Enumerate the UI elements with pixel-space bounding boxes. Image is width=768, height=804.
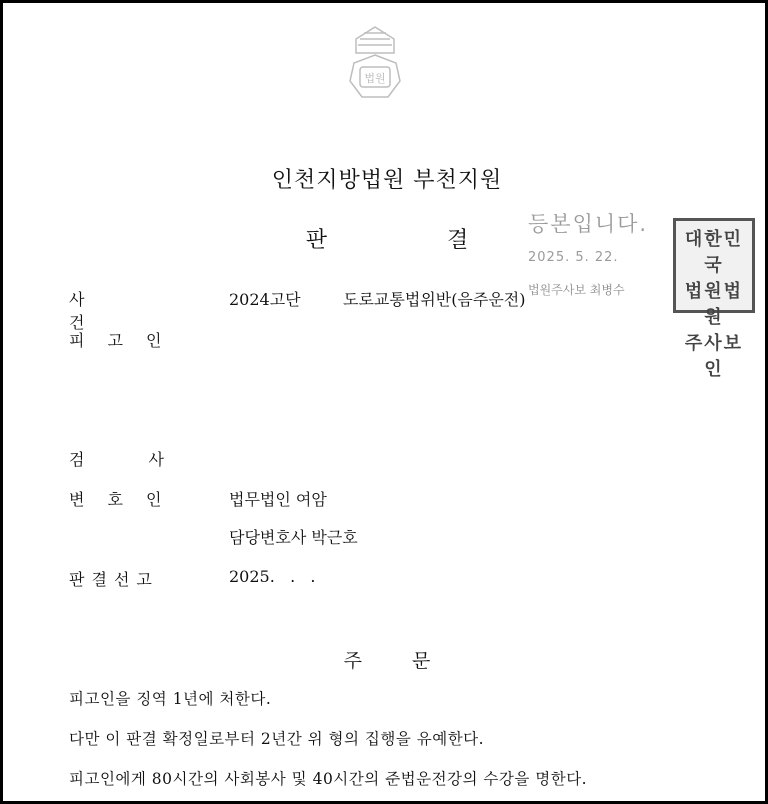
- title-char: 주: [343, 650, 362, 672]
- court-clerk-name: 법원주사보 최병수: [528, 283, 625, 297]
- label-char: 인: [145, 331, 162, 350]
- title-char: 결: [447, 228, 469, 253]
- case-label: [69, 287, 159, 333]
- certified-copy-text: 등본입니다.: [528, 212, 649, 236]
- court-emblem-icon: [344, 23, 406, 105]
- seal-line: 대한민국: [684, 229, 744, 276]
- judgment-date: 2025. . .: [229, 567, 316, 586]
- label-char: 고: [107, 331, 123, 350]
- case-charge: 도로교통법위반(음주운전): [343, 290, 526, 309]
- counsel-label: [69, 487, 161, 510]
- label-char: 판: [69, 570, 85, 589]
- holding-line: 다만 이 판결 확정일로부터 2년간 위 형의 집행을 유예한다.: [69, 730, 485, 748]
- label-char: 피: [69, 331, 85, 350]
- seal-line: 주사보인: [684, 333, 744, 380]
- case-number: 2024고단: [229, 290, 301, 309]
- label-char: 결: [91, 570, 107, 589]
- label-char: 변: [69, 490, 85, 509]
- judgment-date-label: [69, 567, 152, 590]
- counsel-firm: 법무법인 여암: [229, 490, 327, 509]
- holding-line: 피고인을 징역 1년에 처한다.: [69, 690, 272, 708]
- label-char: 고: [136, 570, 152, 589]
- seal-line: 법원법원: [684, 281, 744, 328]
- certified-copy-date: 2025. 5. 22.: [528, 250, 619, 265]
- label-char: 사: [69, 290, 85, 309]
- title-char: 문: [412, 650, 431, 672]
- official-seal: [673, 218, 755, 380]
- holding-title: [3, 646, 768, 673]
- holding-line: 피고인에게 80시간의 사회봉사 및 40시간의 준법운전강의 수강을 명한다.: [69, 770, 588, 788]
- document-title: [3, 223, 768, 254]
- defendant-label: [69, 328, 161, 351]
- label-char: 선: [113, 570, 130, 589]
- court-name: 인천지방법원 부천지원: [271, 168, 503, 193]
- label-char: 인: [145, 490, 162, 509]
- title-char: 판: [305, 228, 327, 253]
- label-char: 검: [69, 450, 85, 469]
- counsel-lawyer: 담당변호사 박근호: [229, 528, 358, 547]
- certified-copy-stamp: [528, 208, 648, 298]
- prosecutor-label: [69, 447, 164, 470]
- label-char: 건: [69, 313, 85, 332]
- emblem-text: 법원: [364, 72, 386, 85]
- label-char: 호: [107, 490, 123, 509]
- label-char: 사: [148, 450, 164, 469]
